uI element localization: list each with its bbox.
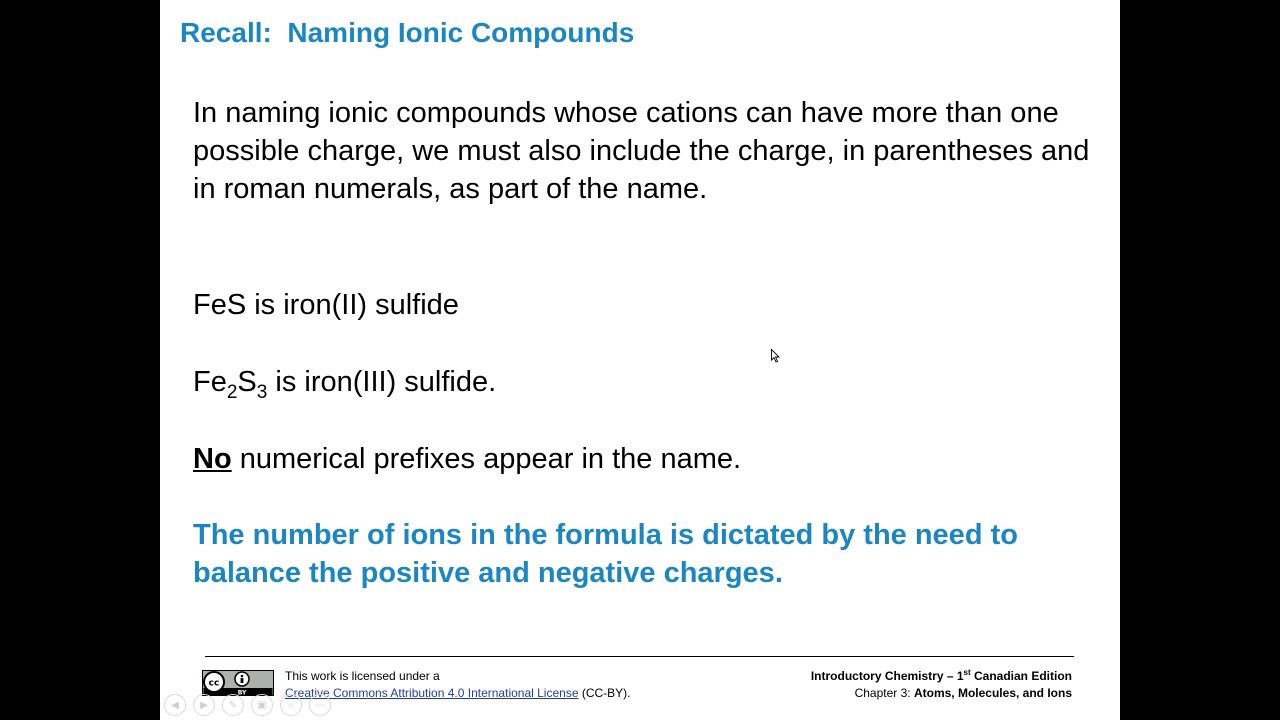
next-icon[interactable]: ▶ [193, 694, 215, 716]
book-title [811, 668, 1072, 685]
cc-text: cc [208, 678, 220, 689]
book-title-edition: Canadian Edition [970, 669, 1072, 683]
highlight-statement: The number of ions in the formula is dictated by the need to balance the positive and negative charges. [193, 519, 1018, 589]
slide-title: Recall: Naming Ionic Compounds [180, 17, 635, 48]
pen-icon[interactable]: ✎ [222, 694, 244, 716]
slideshow-controls [164, 694, 331, 716]
mouse-cursor-icon [771, 349, 781, 363]
prefix-note [193, 440, 1093, 478]
cc-by-license-badge[interactable] [202, 670, 274, 696]
example-fe2s3 [193, 363, 1093, 401]
book-title-sup: st [963, 668, 971, 677]
chapter-prefix: Chapter 3: [854, 686, 914, 700]
zoom-icon[interactable]: ⌕ [280, 694, 302, 716]
prefix-note-text: numerical prefixes appear in the name. [231, 443, 742, 475]
book-title-part: Introductory Chemistry – 1 [810, 669, 964, 683]
intro-paragraph: In naming ionic compounds whose cations can have more than one possible charge, we must also include the charge, in parentheses and in roman numerals, as part of the name. [193, 97, 1090, 205]
slides-icon[interactable]: ▣ [251, 694, 273, 716]
license-link[interactable]: Creative Commons Attribution 4.0 International License [285, 686, 579, 700]
example-fe2s3-text: is iron(III) sulfide. [267, 366, 497, 398]
formula-element-s: S [237, 366, 257, 398]
by-text: BY [237, 689, 247, 696]
license-text [285, 668, 631, 702]
footer-divider [205, 656, 1074, 657]
book-info [811, 668, 1072, 702]
formula-subscript-2: 2 [226, 382, 238, 403]
formula-subscript-3: 3 [256, 382, 268, 403]
previous-icon[interactable]: ◀ [164, 694, 186, 716]
formula-element-fe: Fe [193, 366, 227, 398]
slide [160, 0, 1120, 720]
license-suffix: (CC-BY). [578, 686, 631, 700]
chapter-line [811, 685, 1072, 702]
more-icon[interactable]: ⋯ [309, 694, 331, 716]
emphasis-no: No [193, 443, 232, 475]
license-line: This work is licensed under a [285, 669, 440, 683]
example-fes: FeS is iron(II) sulfide [193, 289, 459, 321]
chapter-name: Atoms, Molecules, and Ions [913, 686, 1072, 700]
